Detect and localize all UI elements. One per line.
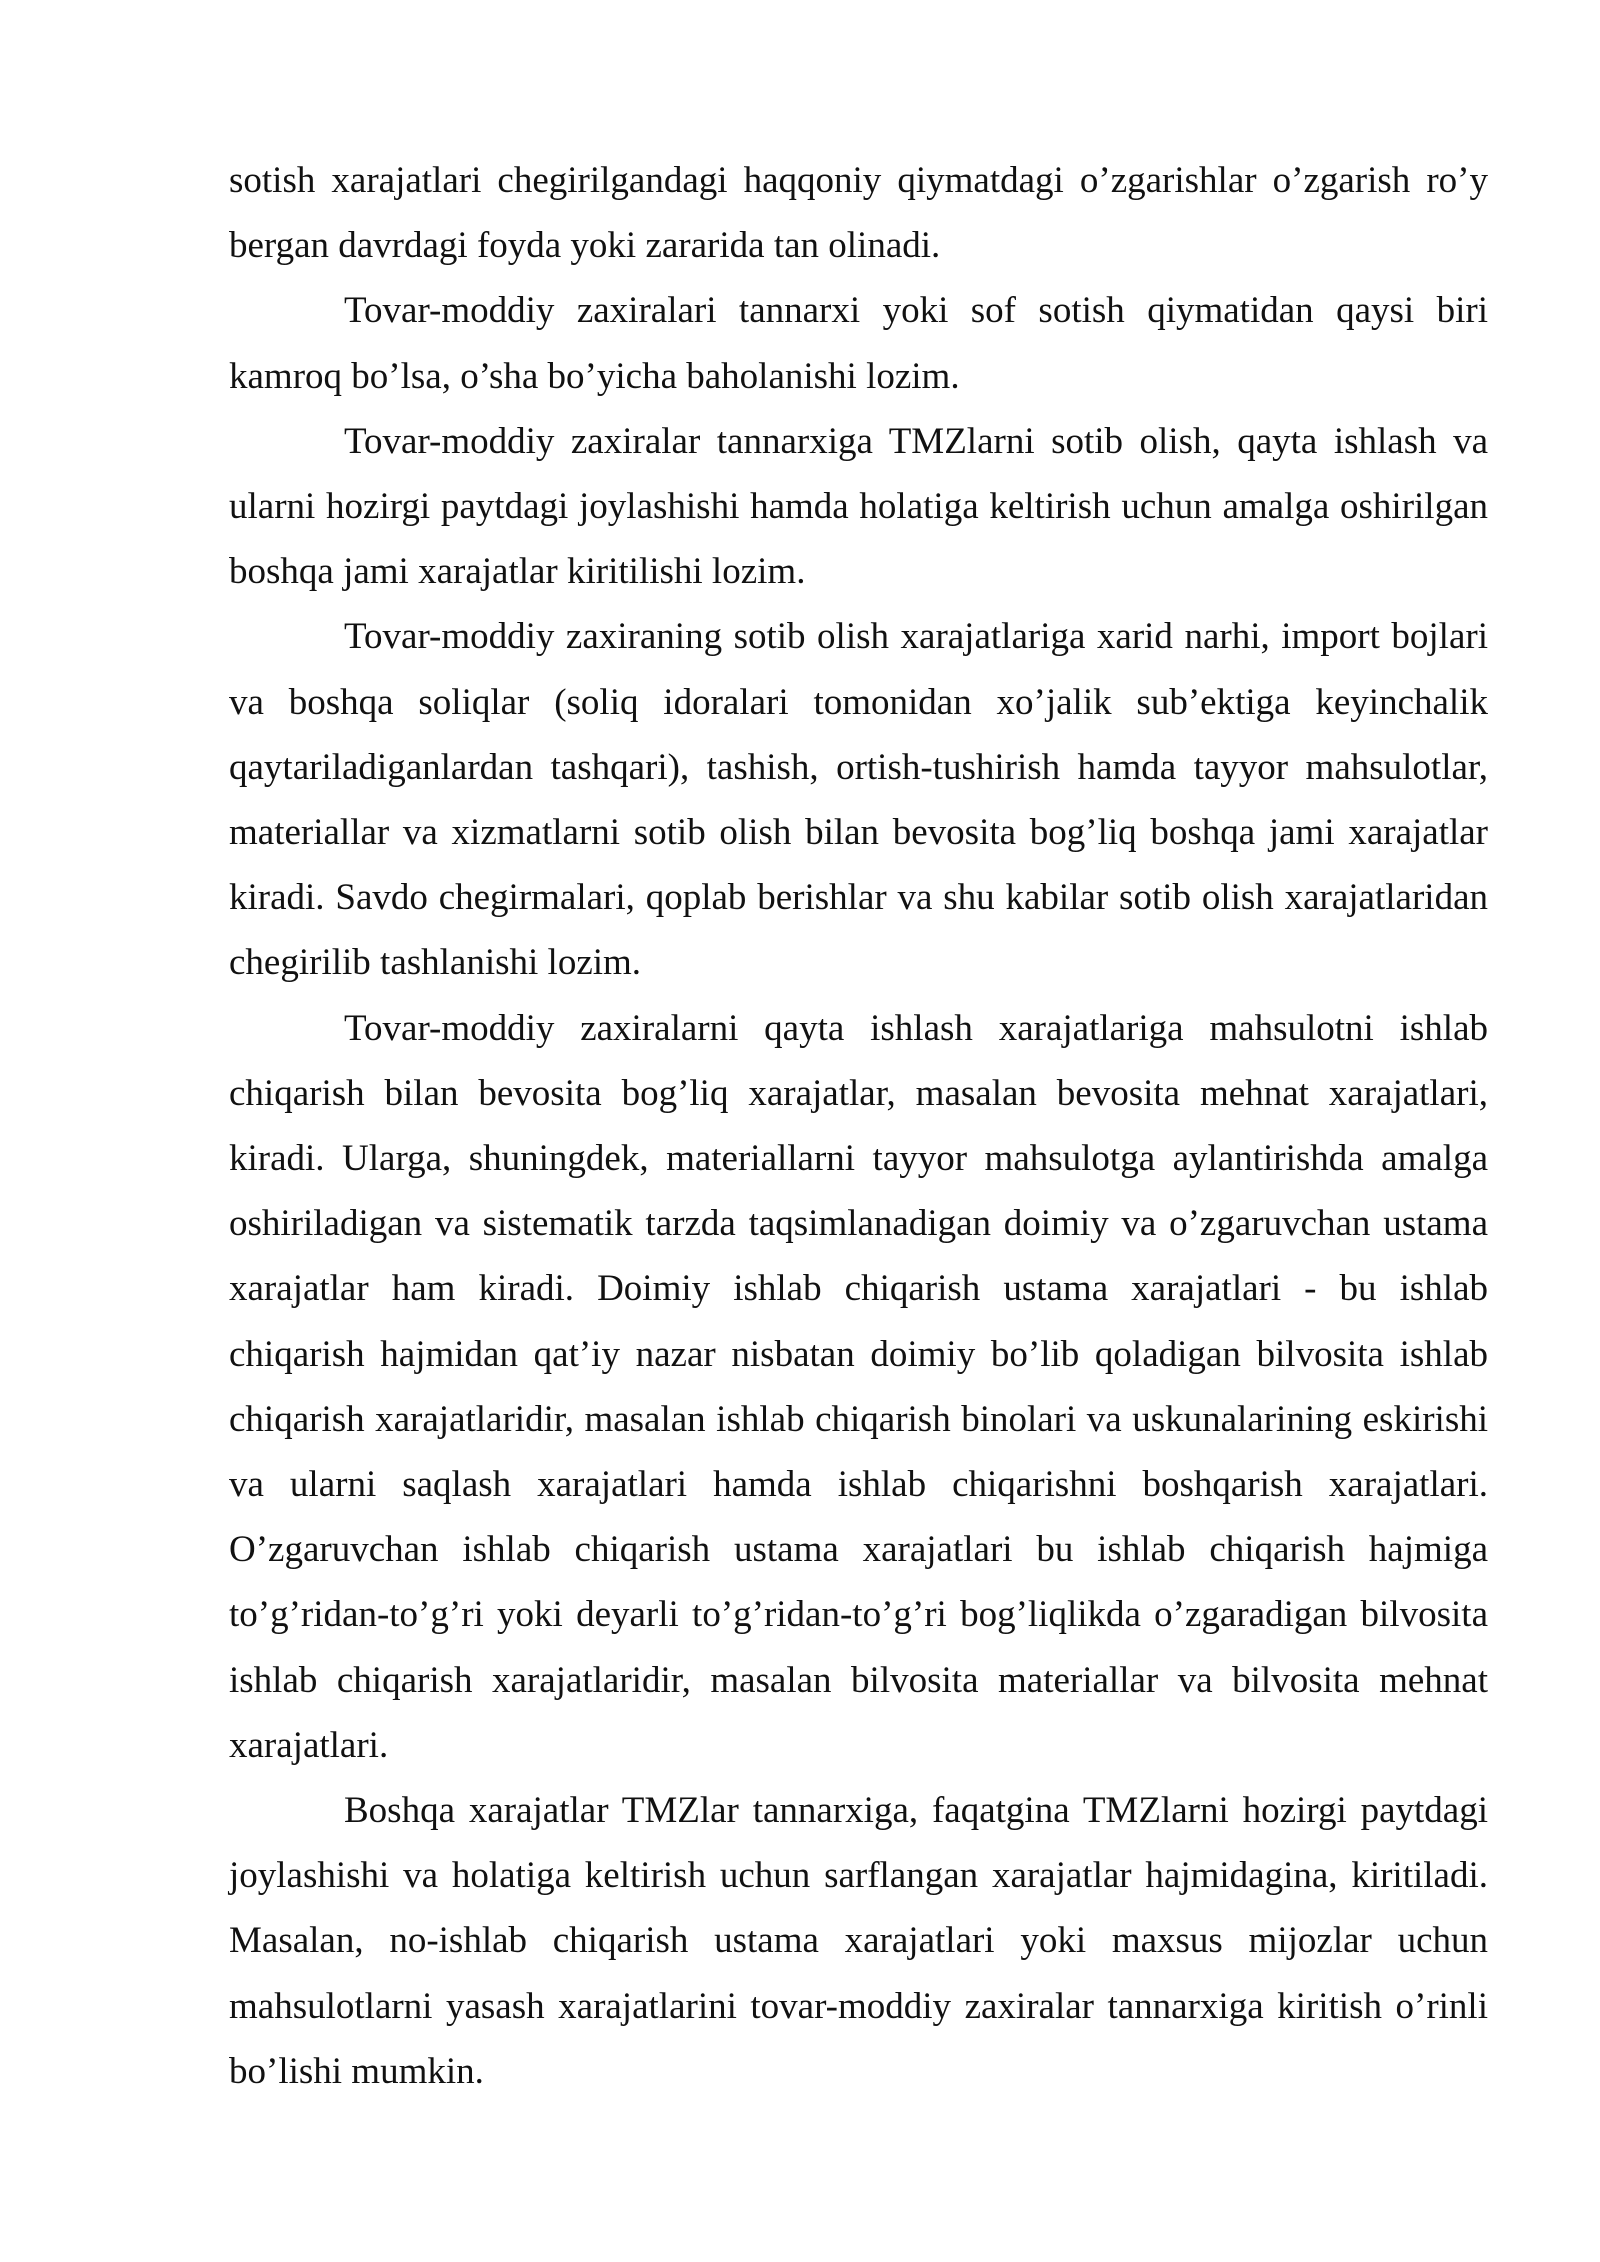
paragraph-other-costs: Boshqa xarajatlar TMZlar tannarxiga, faqatgina TMZlarni hozirgi paytdagi joylashishi va holatiga keltirish uchun sarflangan xarajatlar hajmidagina, kiritiladi. Masalan, no-ishlab chiqarish ustama xarajatlari yoki maxsus mijozlar uchun mahsulotlarni yasash xarajatlarini tovar-moddiy zaxiralar tannarxiga kiritish o’rinli bo’lishi mumkin. (229, 1790, 1488, 2092)
paragraph-conversion-costs: Tovar-moddiy zaxiralarni qayta ishlash xarajatlariga mahsulotni ishlab chiqarish bilan bevosita bog’liq xarajatlar, masalan bevosita mehnat xarajatlari, kiradi. Ularga, shuningdek, materiallarni tayyor mahsulotga aylantirishda amalga oshiriladigan va sistematik tarzda taqsimlanadigan doimiy va o’zgaruvchan ustama xarajatlar ham kiradi. Doimiy ishlab chiqarish ustama xarajatlari - bu ishlab chiqarish hajmidan qat’iy nazar nisbatan doimiy bo’lib qoladigan bilvosita ishlab chiqarish xarajatlaridir, masalan ishlab chiqarish binolari va uskunalarining eskirishi va ularni saqlash xarajatlari hamda ishlab chiqarishni boshqarish xarajatlari. O’zgaruvchan ishlab chiqarish ustama xarajatlari bu ishlab chiqarish hajmiga to’g’ridan-to’g’ri yoki deyarli to’g’ridan-to’g’ri bog’liqlikda o’zgaradigan bilvosita ishlab chiqarish xarajatlaridir, masalan bilvosita materiallar va bilvosita mehnat xarajatlari. (229, 1007, 1488, 1766)
paragraph-purchase-costs: Tovar-moddiy zaxiraning sotib olish xarajatlariga xarid narhi, import bojlari va boshqa soliqlar (soliq idoralari tomonidan xo’jalik sub’ektiga keyinchalik qaytariladiganlardan tashqari), tashish, ortish-tushirish hamda tayyor mahsulotlar, materiallar va xizmatlarni sotib olish bilan bevosita bog’liq boshqa jami xarajatlar kiradi. Savdo chegirmalari, qoplab berishlar va shu kabilar sotib olish xarajatlaridan chegirilib tashlanishi lozim. (229, 616, 1488, 984)
paragraph-continuation: sotish xarajatlari chegirilgandagi haqqoniy qiymatdagi o’zgarishlar o’zgarish ro’y bergan davrdagi foyda yoki zararida tan olinadi. (229, 160, 1488, 267)
paragraph-cost-components: Tovar-moddiy zaxiralar tannarxiga TMZlarni sotib olish, qayta ishlash va ularni hozirgi paytdagi joylashishi hamda holatiga keltirish uchun amalga oshirilgan boshqa jami xarajatlar kiritilishi lozim. (229, 420, 1488, 593)
paragraph-valuation: Tovar-moddiy zaxiralari tannarxi yoki sof sotish qiymatidan qaysi biri kamroq bo’lsa, o’sha bo’yicha baholanishi lozim. (229, 290, 1488, 397)
document-page (229, 148, 1488, 2104)
